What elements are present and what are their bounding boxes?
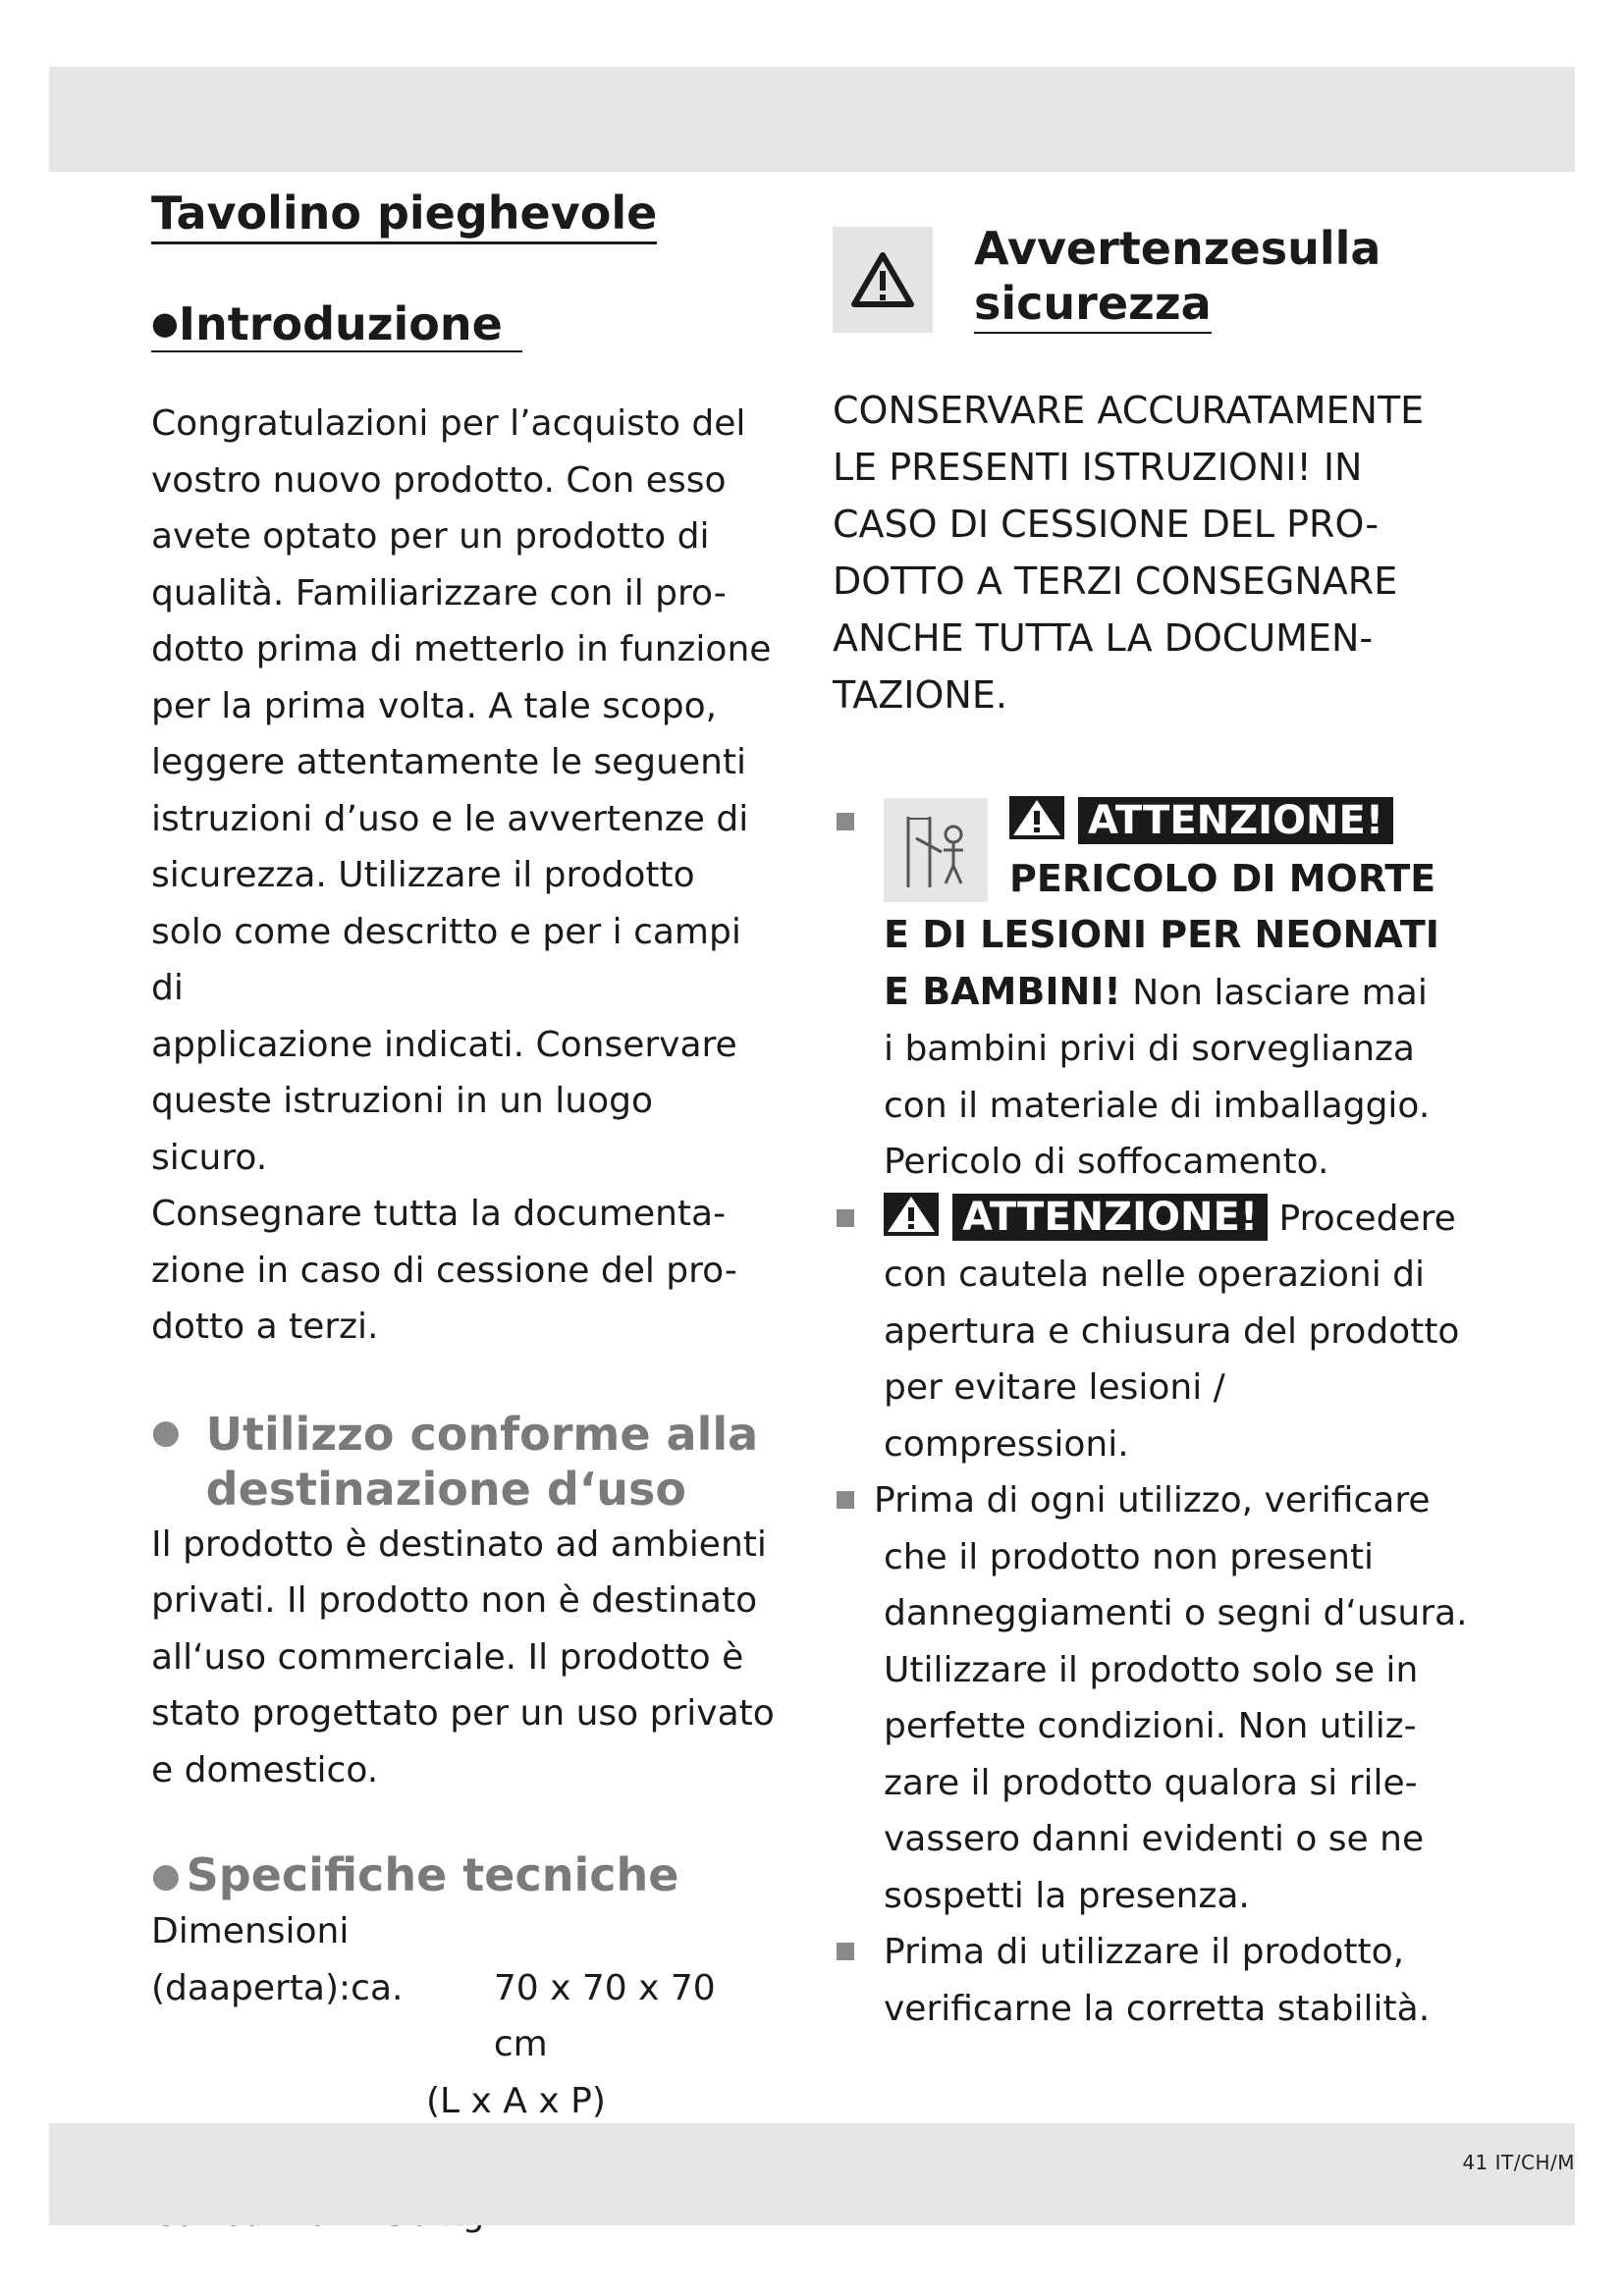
list-item: Prima di utilizzare il prodotto, verificarne la corretta stabilità. <box>833 1924 1481 2037</box>
intro-paragraph: Congratulazioni per l’acquisto del vostro nuovo prodotto. Con esso avete optato per un prodotto di qualità. Familiarizzare con il pro- dotto prima di metterlo in funzione per la prima volta. A tale scopo, leggere attentamente le seguenti istruzioni d’uso e le avvertenze di sicurezza. Utilizzare il prodotto solo come descritto e per i campi di applicazione indicati. Conservare queste istruzioni in un luogo sicuro. Consegnare tutta la documenta- zione in caso di cessione del pro- dotto a terzi. <box>151 403 772 1347</box>
safety-heading: Avvertenzesulla sicurezza <box>833 221 1481 333</box>
safety-list <box>833 794 1481 2037</box>
spec-dimensions-label: Dimensioni <box>151 1911 350 1951</box>
right-column <box>833 221 1481 2037</box>
list-item: ATTENZIONE! Procedere con cautela nelle operazioni di apertura e chiusura del prodotto per evitare lesioni / compressioni. <box>833 1191 1481 1473</box>
square-bullet-icon <box>837 1491 854 1509</box>
intro-heading: ●Introduzione <box>151 297 522 352</box>
document-title: Tavolino pieghevole <box>151 187 657 244</box>
warning-triangle-icon <box>833 227 933 333</box>
intended-use-heading: ● Utilizzo conforme alla destinazione d‘uso <box>151 1407 780 1517</box>
left-column <box>151 187 780 2242</box>
square-bullet-icon <box>837 1943 854 1960</box>
list-item: Prima di ogni utilizzo, verificare che il prodotto non presenti danneggiamenti o segni d‘usura. Utilizzare il prodotto solo se in perfette condizioni. Non utiliz- zare il prodotto qualora si rile- vassero danni evidenti o se ne sospetti la presenza. <box>833 1472 1481 1924</box>
bullet-icon: ● <box>151 1412 181 1452</box>
header-band <box>49 67 1575 172</box>
list-item: ATTENZIONE! PERICOLO DI MORTE E DI LESIONI PER NEONATI E BAMBINI! Non lasciare mai i bambini privi di sorveglianza con il materiale di imballaggio. Pericolo di soffocamento. <box>833 794 1481 1191</box>
page-number: 41 IT/CH/M <box>1462 2151 1575 2174</box>
attention-label: ATTENZIONE! <box>1078 797 1393 844</box>
intended-use-paragraph: Il prodotto è destinato ad ambienti privati. Il prodotto non è destinato all‘uso commerciale. Il prodotto è stato progettato per un uso privato e domestico. <box>151 1523 775 1790</box>
specs-heading: ● Specifiche tecniche <box>151 1848 679 1901</box>
square-bullet-icon <box>837 1209 854 1227</box>
square-bullet-icon <box>837 813 854 830</box>
bullet-icon: ● <box>151 1856 181 1896</box>
keep-instructions-notice: CONSERVARE ACCURATAMENTE LE PRESENTI ISTRUZIONI! IN CASO DI CESSIONE DEL PRO- DOTTO A TERZI CONSEGNARE ANCHE TUTTA LA DOCUMEN- TAZIONE. <box>833 389 1425 717</box>
attention-triangle-icon <box>884 1193 939 1236</box>
attention-triangle-icon <box>1009 796 1064 839</box>
spec-dimensions-unit: (L x A x P) <box>426 2080 606 2121</box>
child-warning-icon <box>884 798 988 902</box>
attention-label: ATTENZIONE! <box>952 1194 1268 1241</box>
footer-band <box>49 2123 1575 2225</box>
spec-dimensions-row: (daaperta):ca. 70 x 70 x 70 cm <box>151 1967 716 2064</box>
bullet-icon: ● <box>151 304 179 342</box>
